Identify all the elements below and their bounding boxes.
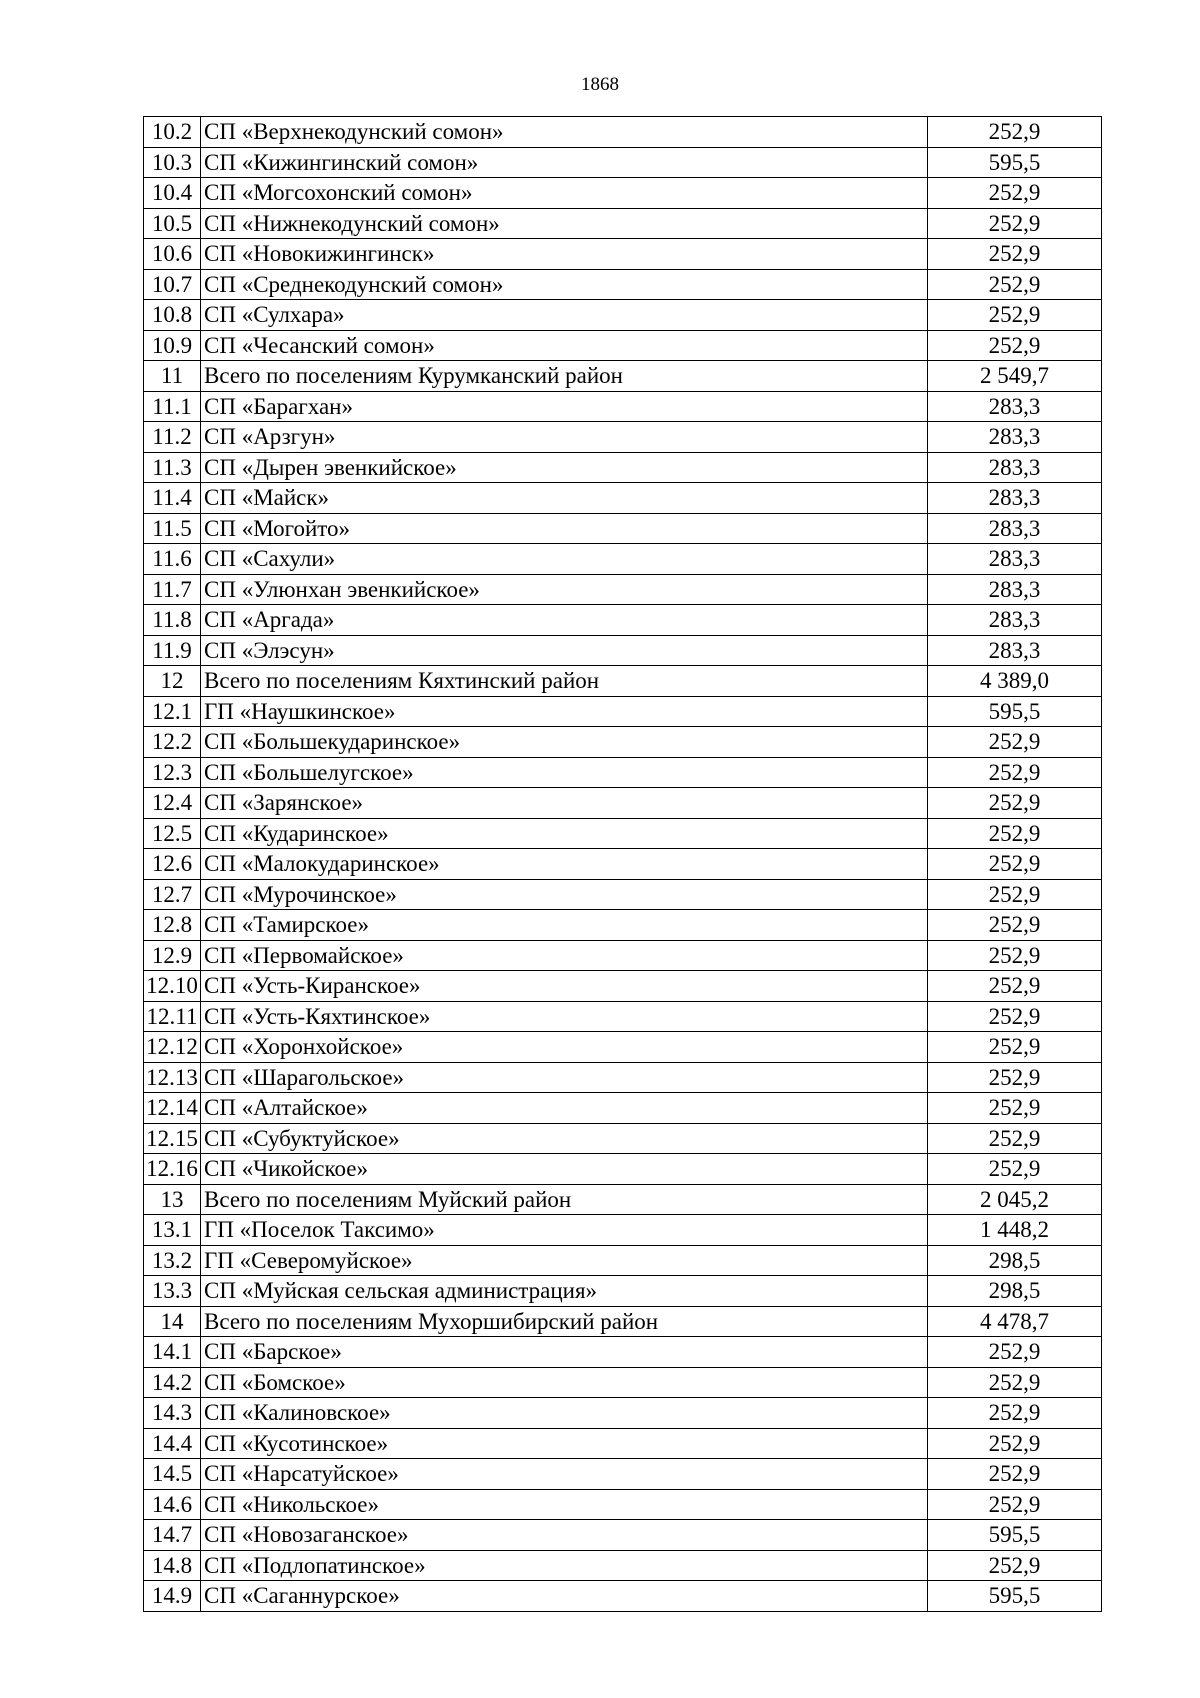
amount-cell: 252,9 [928,910,1102,941]
settlement-name-cell: ГП «Северомуйское» [201,1245,928,1276]
amount-cell: 252,9 [928,330,1102,361]
table-row [144,300,1102,331]
table-row [144,788,1102,819]
table-row [144,727,1102,758]
table-row [144,1123,1102,1154]
settlement-name-cell: СП «Кударинское» [201,818,928,849]
amount-cell: 252,9 [928,757,1102,788]
amount-cell: 595,5 [928,1581,1102,1612]
table-row [144,818,1102,849]
settlement-name-cell: СП «Шарагольское» [201,1062,928,1093]
row-number-cell: 12.16 [144,1154,201,1185]
row-number-cell: 12.7 [144,879,201,910]
table-row [144,574,1102,605]
table-row [144,1001,1102,1032]
settlement-name-cell: СП «Большелугское» [201,757,928,788]
table-row [144,1062,1102,1093]
page-number: 1868 [581,74,619,95]
settlement-name-cell: Всего по поселениям Курумканский район [201,361,928,392]
amount-cell: 4 478,7 [928,1306,1102,1337]
table-row [144,940,1102,971]
table-row [144,544,1102,575]
amount-cell: 252,9 [928,1123,1102,1154]
table-row [144,1367,1102,1398]
amount-cell: 283,3 [928,574,1102,605]
table-row [144,1459,1102,1490]
table-row [144,1276,1102,1307]
row-number-cell: 12.10 [144,971,201,1002]
row-number-cell: 10.7 [144,269,201,300]
row-number-cell: 14.1 [144,1337,201,1368]
table-row [144,1093,1102,1124]
settlement-name-cell: СП «Усть-Кяхтинское» [201,1001,928,1032]
table-row [144,117,1102,148]
amount-cell: 252,9 [928,1154,1102,1185]
table-row [144,1398,1102,1429]
amount-cell: 298,5 [928,1245,1102,1276]
settlement-name-cell: СП «Никольское» [201,1489,928,1520]
row-number-cell: 12.5 [144,818,201,849]
row-number-cell: 13.1 [144,1215,201,1246]
row-number-cell: 12.15 [144,1123,201,1154]
settlement-name-cell: СП «Калиновское» [201,1398,928,1429]
row-number-cell: 10.5 [144,208,201,239]
row-number-cell: 11.8 [144,605,201,636]
settlement-name-cell: СП «Верхнекодунский сомон» [201,117,928,148]
row-number-cell: 12.13 [144,1062,201,1093]
amount-cell: 298,5 [928,1276,1102,1307]
amount-cell: 252,9 [928,1489,1102,1520]
row-number-cell: 10.4 [144,178,201,209]
table-row [144,605,1102,636]
row-number-cell: 14 [144,1306,201,1337]
row-number-cell: 14.5 [144,1459,201,1490]
row-number-cell: 12.1 [144,696,201,727]
settlement-name-cell: СП «Кижингинский сомон» [201,147,928,178]
settlement-name-cell: СП «Новозаганское» [201,1520,928,1551]
row-number-cell: 14.6 [144,1489,201,1520]
settlement-name-cell: СП «Бомское» [201,1367,928,1398]
table-row [144,452,1102,483]
row-number-cell: 12.3 [144,757,201,788]
settlement-name-cell: СП «Тамирское» [201,910,928,941]
settlement-name-cell: Всего по поселениям Кяхтинский район [201,666,928,697]
settlement-name-cell: СП «Барское» [201,1337,928,1368]
settlement-name-cell: ГП «Поселок Таксимо» [201,1215,928,1246]
row-number-cell: 12 [144,666,201,697]
table-row [144,391,1102,422]
amount-cell: 252,9 [928,1459,1102,1490]
table-row [144,483,1102,514]
table-row [144,361,1102,392]
settlement-name-cell: Всего по поселениям Муйский район [201,1184,928,1215]
row-number-cell: 11.4 [144,483,201,514]
table-row [144,1337,1102,1368]
row-number-cell: 11 [144,361,201,392]
table-row [144,1428,1102,1459]
settlement-name-cell: СП «Муйская сельская администрация» [201,1276,928,1307]
table-row [144,1520,1102,1551]
settlement-name-cell: СП «Сахули» [201,544,928,575]
settlement-name-cell: СП «Кусотинское» [201,1428,928,1459]
settlement-name-cell: СП «Арзгун» [201,422,928,453]
table-row [144,1306,1102,1337]
table-row [144,1581,1102,1612]
amount-cell: 283,3 [928,483,1102,514]
table-row [144,1245,1102,1276]
amount-cell: 2 549,7 [928,361,1102,392]
row-number-cell: 12.6 [144,849,201,880]
row-number-cell: 13.2 [144,1245,201,1276]
row-number-cell: 14.9 [144,1581,201,1612]
settlement-name-cell: СП «Субуктуйское» [201,1123,928,1154]
amount-cell: 252,9 [928,1398,1102,1429]
settlement-name-cell: СП «Среднекодунский сомон» [201,269,928,300]
settlement-name-cell: СП «Хоронхойское» [201,1032,928,1063]
row-number-cell: 11.3 [144,452,201,483]
table-row [144,696,1102,727]
row-number-cell: 12.2 [144,727,201,758]
amount-cell: 283,3 [928,391,1102,422]
row-number-cell: 10.9 [144,330,201,361]
table-row [144,330,1102,361]
amount-cell: 252,9 [928,1032,1102,1063]
settlement-name-cell: СП «Чесанский сомон» [201,330,928,361]
table-row [144,1154,1102,1185]
table-row [144,513,1102,544]
row-number-cell: 11.9 [144,635,201,666]
row-number-cell: 14.8 [144,1550,201,1581]
amount-cell: 252,9 [928,1093,1102,1124]
amount-cell: 283,3 [928,544,1102,575]
amount-cell: 252,9 [928,818,1102,849]
row-number-cell: 14.7 [144,1520,201,1551]
settlement-name-cell: СП «Усть-Киранское» [201,971,928,1002]
row-number-cell: 10.8 [144,300,201,331]
row-number-cell: 14.4 [144,1428,201,1459]
amount-cell: 283,3 [928,422,1102,453]
table-row [144,757,1102,788]
amount-cell: 2 045,2 [928,1184,1102,1215]
amount-cell: 252,9 [928,269,1102,300]
settlement-name-cell: СП «Чикойское» [201,1154,928,1185]
amount-cell: 252,9 [928,300,1102,331]
row-number-cell: 12.14 [144,1093,201,1124]
row-number-cell: 12.9 [144,940,201,971]
row-number-cell: 12.8 [144,910,201,941]
table-row [144,635,1102,666]
row-number-cell: 11.2 [144,422,201,453]
amount-cell: 252,9 [928,879,1102,910]
amount-cell: 252,9 [928,849,1102,880]
settlement-name-cell: СП «Элэсун» [201,635,928,666]
amount-cell: 252,9 [928,178,1102,209]
amount-cell: 252,9 [928,971,1102,1002]
row-number-cell: 11.5 [144,513,201,544]
amount-cell: 1 448,2 [928,1215,1102,1246]
row-number-cell: 12.12 [144,1032,201,1063]
settlement-name-cell: СП «Малокударинское» [201,849,928,880]
amount-cell: 283,3 [928,513,1102,544]
settlement-name-cell: СП «Барагхан» [201,391,928,422]
table-row [144,1550,1102,1581]
settlement-name-cell: ГП «Наушкинское» [201,696,928,727]
table-row [144,1215,1102,1246]
amount-cell: 252,9 [928,1062,1102,1093]
settlement-name-cell: Всего по поселениям Мухоршибирский район [201,1306,928,1337]
amount-cell: 595,5 [928,696,1102,727]
amount-cell: 283,3 [928,635,1102,666]
settlement-name-cell: СП «Сулхара» [201,300,928,331]
settlement-name-cell: СП «Первомайское» [201,940,928,971]
settlement-name-cell: СП «Алтайское» [201,1093,928,1124]
settlement-name-cell: СП «Нарсатуйское» [201,1459,928,1490]
settlement-name-cell: СП «Аргада» [201,605,928,636]
amount-cell: 252,9 [928,1337,1102,1368]
settlement-name-cell: СП «Зарянское» [201,788,928,819]
row-number-cell: 12.4 [144,788,201,819]
row-number-cell: 14.3 [144,1398,201,1429]
row-number-cell: 11.7 [144,574,201,605]
amount-cell: 595,5 [928,1520,1102,1551]
amount-cell: 252,9 [928,208,1102,239]
settlement-name-cell: СП «Мурочинское» [201,879,928,910]
settlement-name-cell: СП «Дырен эвенкийское» [201,452,928,483]
amount-cell: 595,5 [928,147,1102,178]
table-row [144,178,1102,209]
amount-cell: 252,9 [928,1550,1102,1581]
table-row [144,1184,1102,1215]
table-row [144,239,1102,270]
table-row [144,666,1102,697]
row-number-cell: 12.11 [144,1001,201,1032]
amount-cell: 283,3 [928,605,1102,636]
settlement-name-cell: СП «Саганнурское» [201,1581,928,1612]
table-row [144,1489,1102,1520]
settlement-name-cell: СП «Большекударинское» [201,727,928,758]
settlement-name-cell: СП «Подлопатинское» [201,1550,928,1581]
row-number-cell: 13 [144,1184,201,1215]
table-row [144,910,1102,941]
settlement-name-cell: СП «Могсохонский сомон» [201,178,928,209]
row-number-cell: 11.1 [144,391,201,422]
table-row [144,971,1102,1002]
amount-cell: 252,9 [928,1367,1102,1398]
table-body [144,117,1102,1612]
row-number-cell: 13.3 [144,1276,201,1307]
row-number-cell: 14.2 [144,1367,201,1398]
row-number-cell: 10.3 [144,147,201,178]
row-number-cell: 10.6 [144,239,201,270]
amount-cell: 4 389,0 [928,666,1102,697]
settlement-name-cell: СП «Улюнхан эвенкийское» [201,574,928,605]
settlement-name-cell: СП «Нижнекодунский сомон» [201,208,928,239]
amount-cell: 252,9 [928,117,1102,148]
settlement-name-cell: СП «Новокижингинск» [201,239,928,270]
table-row [144,269,1102,300]
amount-cell: 252,9 [928,727,1102,758]
amount-cell: 252,9 [928,1428,1102,1459]
table-row [144,849,1102,880]
amount-cell: 252,9 [928,239,1102,270]
table-row [144,879,1102,910]
table-row [144,422,1102,453]
settlement-name-cell: СП «Могойто» [201,513,928,544]
amount-cell: 252,9 [928,1001,1102,1032]
table-row [144,1032,1102,1063]
amount-cell: 252,9 [928,940,1102,971]
table-row [144,147,1102,178]
settlement-name-cell: СП «Майск» [201,483,928,514]
row-number-cell: 10.2 [144,117,201,148]
amount-cell: 252,9 [928,788,1102,819]
amount-cell: 283,3 [928,452,1102,483]
table-row [144,208,1102,239]
settlements-table [143,116,1102,1612]
row-number-cell: 11.6 [144,544,201,575]
